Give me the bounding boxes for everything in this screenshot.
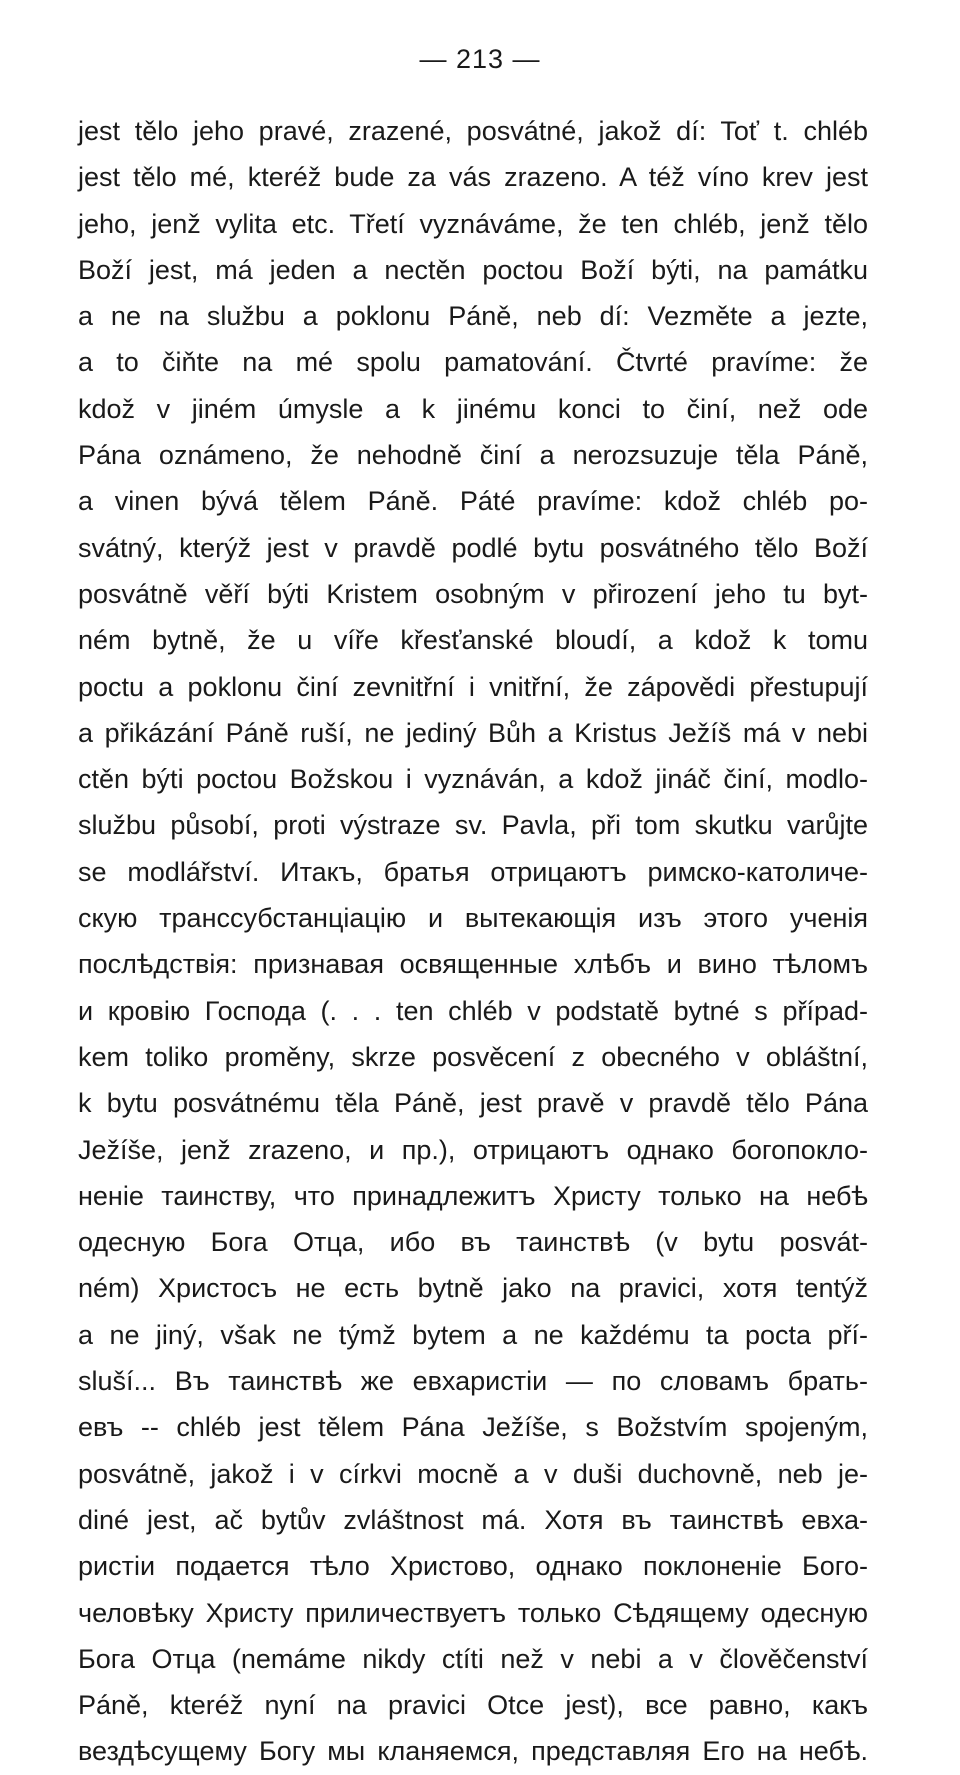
text-line: diné jest, ač bytův zvláštnost má. Хотя въ таинствѣ евха- [78,1504,868,1535]
text-line: одесную Бога Отца, ибо въ таинствѣ (v bytu posvát- [78,1227,868,1258]
text-line: službu působí, proti výstraze sv. Pavla, při tom skutku varůjte [78,810,868,841]
text-line: послѣдствія: признавая освященные хлѣбъ и вино тѣломъ [78,949,868,980]
text-line: неніе таинству, что принадлежитъ Христу только на небѣ [78,1180,868,1211]
text-line: евъ -- chléb jest tělem Pána Ježíše, s Božstvím spojeným, [78,1412,868,1443]
text-line: ристіи подается тѣло Христово, однако поклоненіе Бого- [78,1551,868,1582]
text-line: svátný, kterýž jest v pravdě podlé bytu posvátného tělo Boží [78,532,868,563]
text-line: sluší... Въ таинствѣ же евхаристіи — по словамъ брать- [78,1366,868,1397]
text-line: и кровію Господа (. . . ten chléb v podstatě bytné s případ- [78,995,868,1026]
text-line: скую транссубстанціацію и вытекающія изъ этого ученія [78,903,868,934]
text-line: jest tělo jeho pravé, zrazené, posvátné, jakož dí: Toť t. chléb [78,116,868,146]
text-line: kem toliko proměny, skrze posvěcení z obecného v obláštní, [78,1041,868,1072]
text-line: poctu a poklonu činí zevnitřní i vnitřní, že zápovědi přestupují [78,671,868,702]
text-line: ném) Христосъ не есть bytně jako na pravici, хотя tentýž [78,1273,868,1304]
text-line: человѣку Христу приличествуетъ только Сѣдящему одесную [78,1597,868,1628]
text-line: Pána oznámeno, že nehodně činí a nerozsuzuje těla Páně, [78,440,868,471]
text-line: Бога Отца (nemáme nikdy ctíti než v nebi a v člověčenství [78,1643,868,1674]
text-line: Páně, kteréž nyní na pravici Otce jest), все равно, какъ [78,1690,868,1721]
text-line: jest tělo mé, kteréž bude za vás zrazeno. A též víno krev jest [78,162,868,193]
text-line: ctěn býti poctou Božskou i vyznáván, a kdož jináč činí, modlo- [78,764,868,795]
page-number: — 213 — [419,44,541,74]
text-line: a ne jiný, však ne týmž bytem a ne každému ta pocta pří- [78,1319,868,1350]
text-line: вездѣсущему Богу мы кланяемся, представляя Его на небѣ. [78,1736,868,1767]
text-line: a ne na službu a poklonu Páně, neb dí: Vezměte a jezte, [78,301,868,332]
text-line: kdož v jiném úmysle a k jinému konci to činí, než ode [78,393,868,424]
text-line: Ježíše, jenž zrazeno, и пр.), отрицаютъ однако богопокло- [78,1134,868,1165]
text-line: a vinen bývá tělem Páně. Páté pravíme: kdož chléb po- [78,486,868,517]
text-line: Boží jest, má jeden a nectěn poctou Boží býti, na památku [78,254,868,285]
text-line: a přikázání Páně ruší, ne jediný Bůh a Kristus Ježíš má v nebi [78,717,868,748]
body-text [78,108,868,1775]
text-line: posvátně věří býti Kristem osobným v přirození jeho tu byt- [78,578,868,609]
text-line: posvátně, jakož i v církvi mocně a v duši duchovně, neb je- [78,1458,868,1489]
text-line: jeho, jenž vylita etc. Třetí vyznáváme, že ten chléb, jenž tělo [78,208,868,239]
text-line: a to čiňte na mé spolu pamatování. Čtvrté pravíme: že [78,347,868,378]
text-line: k bytu posvátnému těla Páně, jest pravě v pravdě tělo Pána [78,1088,868,1119]
text-line: ném bytně, že u víře křesťanské bloudí, a kdož k tomu [78,625,868,656]
text-line: se modlářství. Итакъ, братья отрицаютъ римско-католиче- [78,856,868,887]
